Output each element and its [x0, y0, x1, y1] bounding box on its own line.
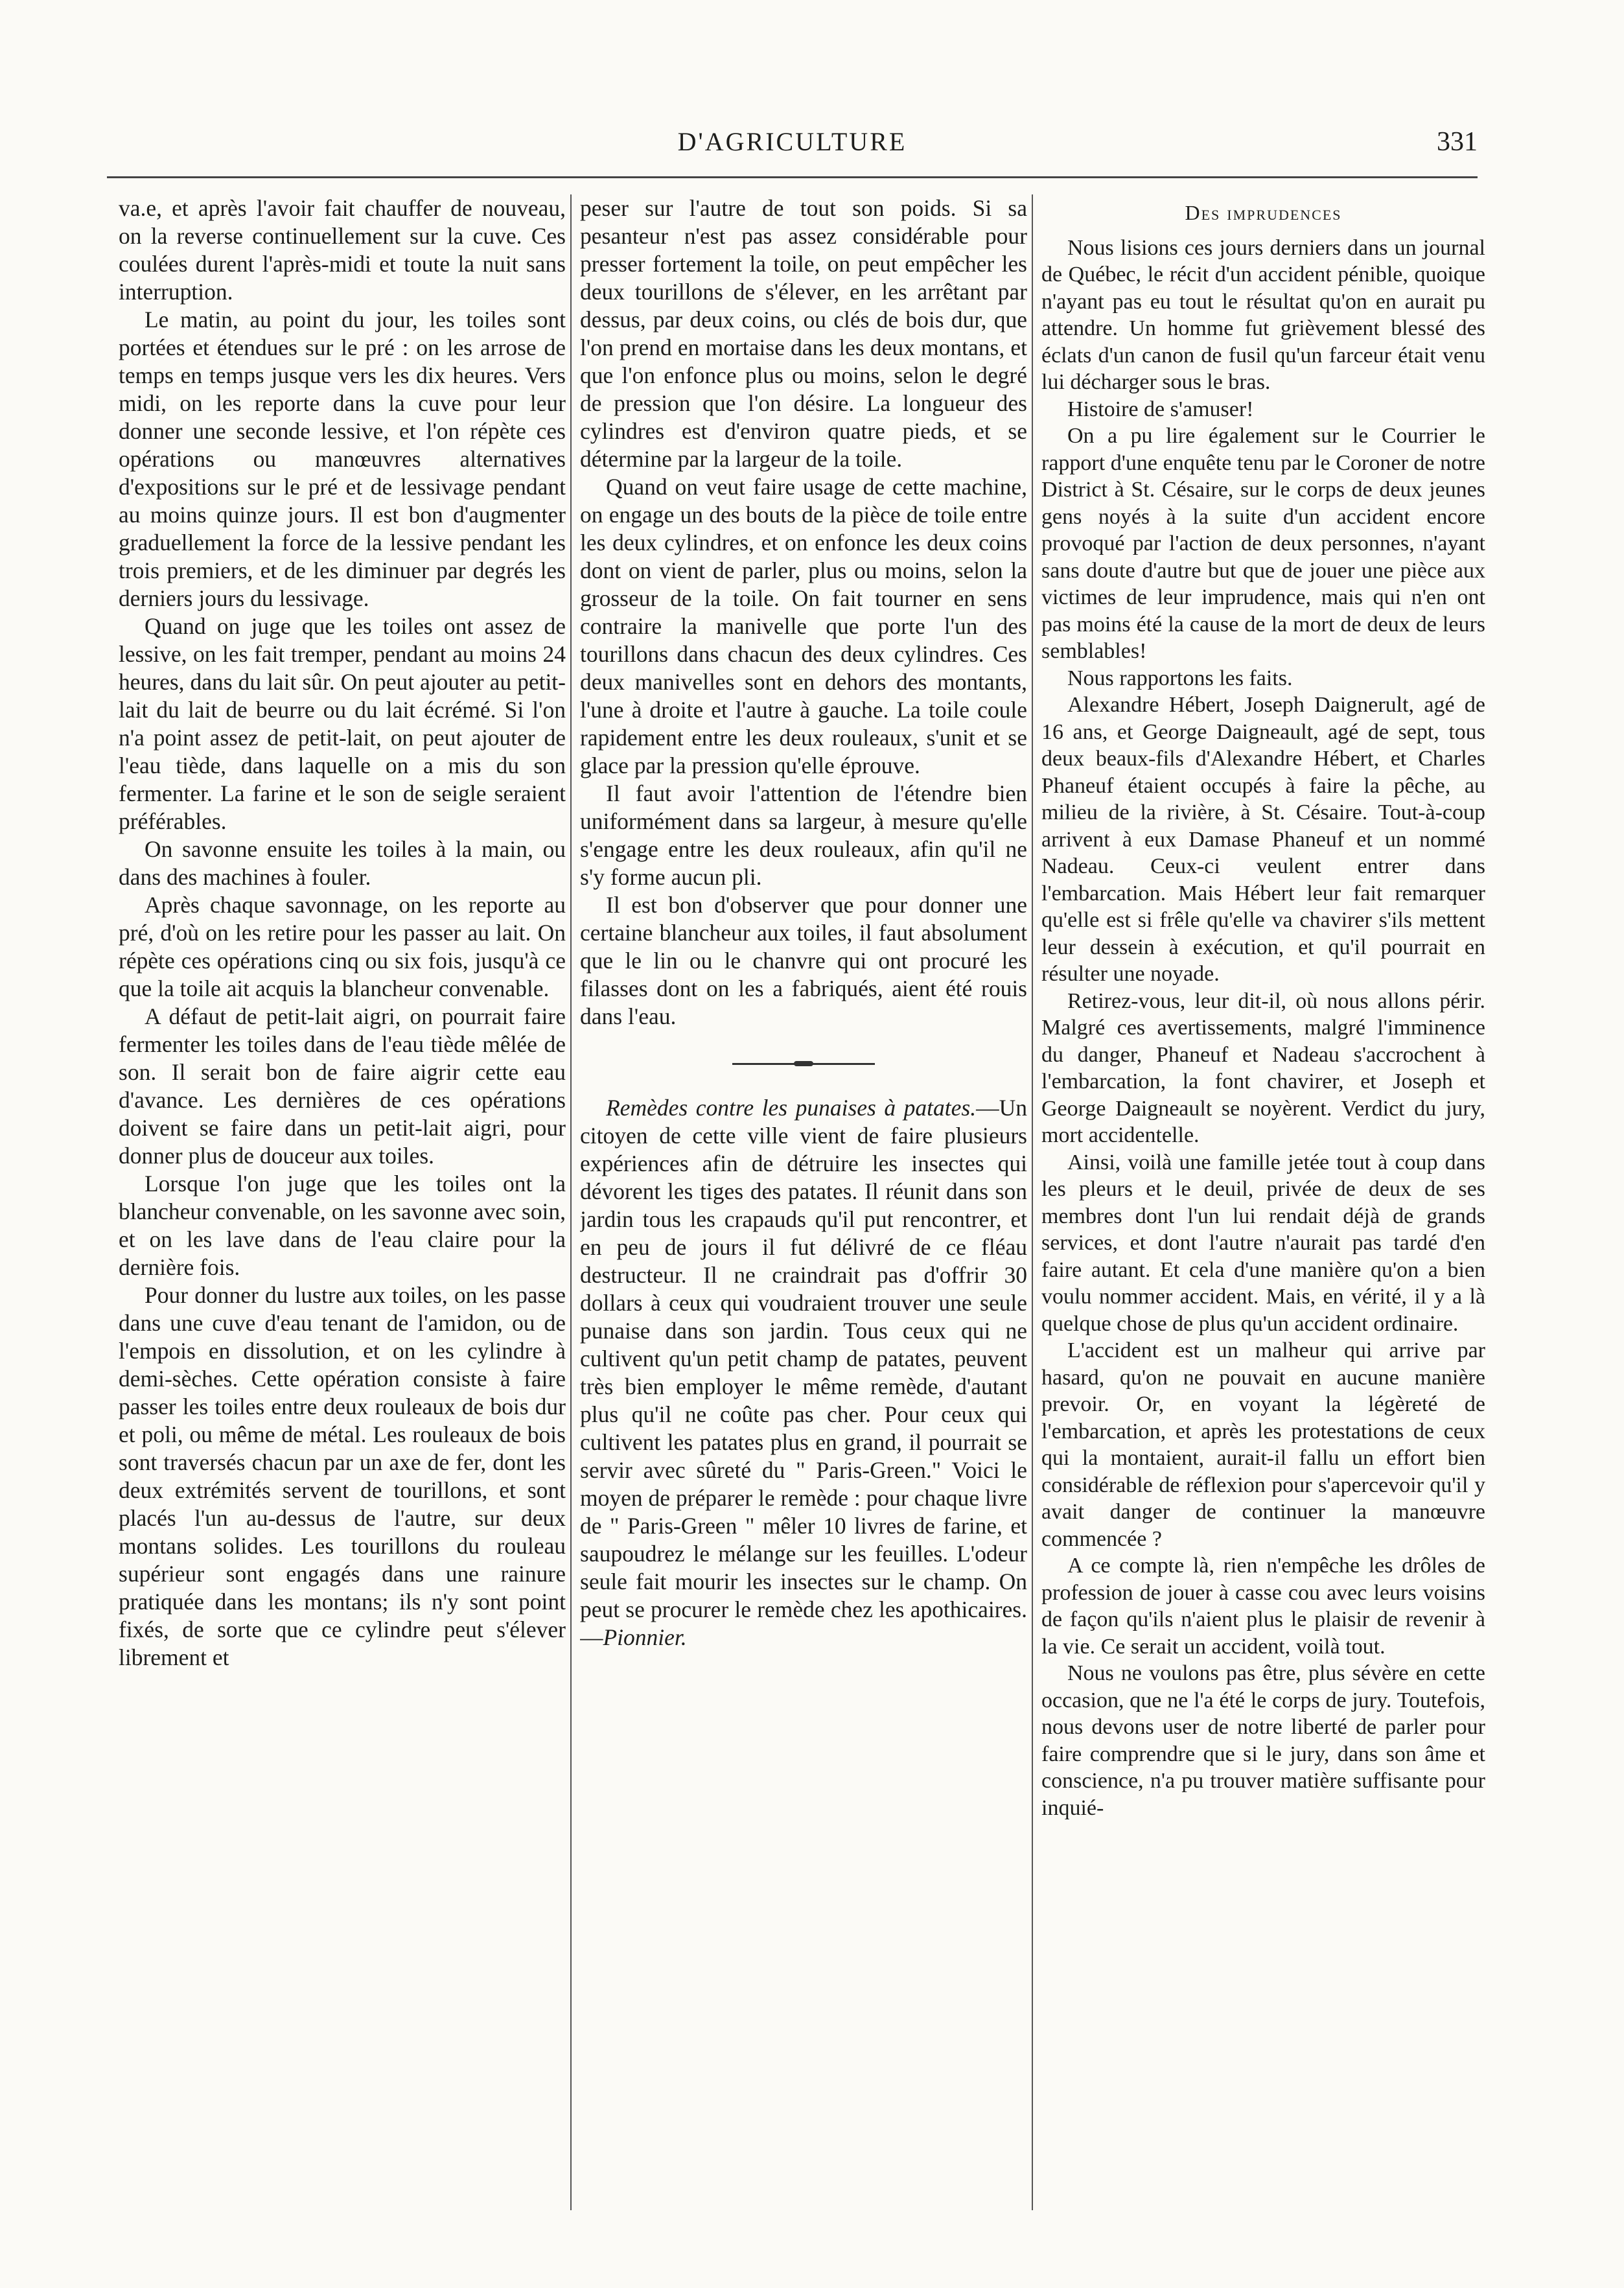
paragraph: On a pu lire également sur le Courrier le rapport d'une enquête tenu par le Coroner de notre District à St. Césaire, sur le corps de deux jeunes gens noyés à la suite d'un accident encore provoqué par l'action de deux personnes, n'ayant sans doute d'autre but que de jouer une pièce aux victimes de leur imprudence, mais qui n'en ont pas moins été la cause de la mort de deux de leurs semblables!: [1041, 424, 1485, 663]
paragraph: peser sur l'autre de tout son poids. Si sa pesanteur n'est pas assez considérable pour presser fortement la toile, on peut empêcher les deux tourillons de s'élever, en les arrêtant par dessus, par deux coins, ou clés de bois dur, que l'on prend en mortaise dans les deux montans, et que l'on enfonce plus ou moins, selon le degré de pression que l'on désire. La longueur des cylindres est d'environ quatre pieds, et se détermine par la largeur de la toile.: [580, 195, 1027, 472]
article-signature: Pionnier.: [603, 1624, 687, 1650]
paragraph: A ce compte là, rien n'empêche les drôles de profession de jouer à casse cou avec leurs voisins de façon qu'ils n'aient plus le plaisir de revenir à la vie. Ce serait un accident, voilà tout.: [1041, 1554, 1485, 1659]
paragraph: Retirez-vous, leur dit-il, où nous allons périr. Malgré ces avertissements, malgré l'imminence du danger, Phaneuf et Nadeau s'accrochent à l'embarcation, la font chavirer, et Joseph et George Daigneault se noyèrent. Verdict du jury, mort accidentelle.: [1041, 988, 1485, 1147]
column-divider: [570, 194, 572, 2210]
paragraph: Nous lisions ces jours derniers dans un journal de Québec, le récit d'un accident pénible, quoique n'ayant pas eu tout le résultat qu'on en aurait pu attendre. Un homme fut grièvement blessé des éclats d'un canon de fusil qu'un farceur était venu lui décharger sous le bras.: [1041, 235, 1485, 394]
header-rule: [107, 176, 1478, 178]
paragraph: Quand on juge que les toiles ont assez de lessive, on les fait tremper, pendant au moins 24 heures, dans du lait sûr. On peut ajouter au petit-lait du lait de beurre ou du lait écrémé. Si l'on n'a point assez de petit-lait, on peut ajouter de l'eau tiède, dans laquelle on a mis du son fermenter. La farine et le son de seigle seraient préférables.: [119, 613, 566, 834]
paragraph: On savonne ensuite les toiles à la main, ou dans des machines à fouler.: [119, 836, 566, 890]
paragraph: Histoire de s'amuser!: [1067, 397, 1254, 421]
running-title: D'AGRICULTURE: [677, 127, 907, 156]
paragraph: Quand on veut faire usage de cette machine, on engage un des bouts de la pièce de toile entre les deux cylindres, et on enfonce les deux coins dont on vient de parler, plus ou moins, selon la grosseur de la toile. On fait tourner en sens contraire la manivelle que porte l'un des tourillons dans chacun des deux cylindres. Ces deux manivelles sont en dehors des montants, l'une à droite et l'autre à gauche. La toile coule rapidement entre les deux rouleaux, s'unit et se glace par la pression qu'elle éprouve.: [580, 474, 1027, 778]
column-middle: [580, 194, 1027, 2217]
paragraph: Le matin, au point du jour, les toiles sont portées et étendues sur le pré : on les arrose de temps en temps jusque vers les dix heures. Vers midi, on les reporte dans la cuve pour leur donner une seconde lessive, et l'on répète ces opérations ou manœuvres alternatives d'expositions sur le pré et de lessivage pendant au moins quinze jours. Il est bon d'augmenter graduellement la force de la lessive pendant les trois premiers, et de les diminuer par degrés les derniers jours du lessivage.: [119, 307, 566, 611]
paragraph: Il faut avoir l'attention de l'étendre bien uniformément dans sa largeur, à mesure qu'elle s'engage entre les deux rouleaux, afin qu'il ne s'y forme aucun pli.: [580, 780, 1027, 890]
paragraph: Ainsi, voilà une famille jetée tout à coup dans les pleurs et le deuil, privée de deux de ses membres dont l'un lui rendait déjà de grands services, et dont l'autre n'aurait pas tardé d'en faire autant. Et cela d'une manière qu'on a bien voulu nommer accident. Mais, en vérité, il y a là quelque chose de plus qu'un accident ordinaire.: [1041, 1150, 1485, 1336]
article-remedes: [580, 1094, 1027, 1652]
section-title: Des imprudences: [1185, 201, 1342, 224]
article-body: —Un citoyen de cette ville vient de faire plusieurs expériences afin de détruire les insectes qui dévorent les tiges des patates. Il réunit dans son jardin tous les crapauds qu'il put rencontrer, et en peu de jours il fut délivré de ce fléau destructeur. Il ne craindrait pas d'offrir 30 dollars à ceux qui voudraient trouver une seule punaise dans son jardin. Tous ceux qui ne cultivent qu'un petit champ de patates, peuvent très bien employer le même remède, d'autant plus qu'il ne coûte pas cher. Pour ceux qui cultivent les patates plus en grand, il pourrait se servir avec sûreté du " Paris-Green." Voici le moyen de préparer le remède : pour chaque livre de " Paris-Green " mêler 10 livres de farine, et saupoudrez le mélange sur les feuilles. L'odeur seule fait mourir les insectes sur le champ. On peut se procurer le remède chez les apothicaires.—: [580, 1095, 1027, 1650]
column-divider: [1032, 194, 1033, 2210]
paragraph: A défaut de petit-lait aigri, on pourrait faire fermenter les toiles dans de l'eau tiède mêlée de son. Il serait bon de faire aigrir cette eau d'avance. Les dernières de ces opérations doivent se faire dans un petit-lait aigri, pour donner plus de douceur aux toiles.: [119, 1003, 566, 1169]
paragraph: Il est bon d'observer que pour donner une certaine blancheur aux toiles, il faut absolument que le lin ou le chanvre qui ont procuré les filasses dont on les a fabriqués, aient été rouis dans l'eau.: [580, 892, 1027, 1029]
paragraph: Nous ne voulons pas être, plus sévère en cette occasion, que ne l'a été le corps de jury. Toutefois, nous devons user de notre liberté de parler pour faire comprendre que si le jury, dans son âme et conscience, n'a pu trouver matière suffisante pour inquié-: [1041, 1661, 1485, 1820]
paragraph: va.e, et après l'avoir fait chauffer de nouveau, on la reverse continuellement sur la cuve. Ces coulées durent l'après-midi et toute la nuit sans interruption.: [119, 195, 566, 305]
paragraph: Lorsque l'on juge que les toiles ont la blancheur convenable, on les savonne avec soin, et on les lave dans de l'eau claire pour la dernière fois.: [119, 1171, 566, 1280]
paragraph: Après chaque savonnage, on les reporte au pré, d'où on les retire pour les passer au lait. On répète ces opérations cinq ou six fois, jusqu'à ce que la toile ait acquis la blancheur convenable.: [119, 892, 566, 1001]
paragraph: Nous rapportons les faits.: [1067, 666, 1293, 690]
paragraph: Alexandre Hébert, Joseph Daignerult, agé de 16 ans, et George Daigneault, agé de sept, tous deux beaux-fils d'Alexandre Hébert, et Charles Phaneuf étaient occupés à faire la pêche, au milieu de la rivière, à St. Césaire. Tout-à-coup arrivent à eux Damase Phaneuf et un nommé Nadeau. Ceux-ci veulent entrer dans l'embarcation. Mais Hébert leur fait remarquer qu'elle est si frêle qu'elle va chavirer s'ils mettent leur dessein à exécution, et qu'il pourrait en résulter une noyade.: [1041, 693, 1485, 986]
page-header: [107, 126, 1478, 165]
paragraph: L'accident est un malheur qui arrive par hasard, qu'on ne pouvait en aucune manière prevoir. Or, en voyant la légèreté de l'embarcation, et après les protestations de ceux qui la montaient, aurait-il fallu un effort bien considérable de réflexion pour s'apercevoir qu'il y avait danger de continuer la manœuvre commencée ?: [1041, 1338, 1485, 1551]
article-title: Remèdes contre les punaises à patates.: [606, 1095, 977, 1121]
page-number: 331: [1437, 127, 1478, 157]
column-left: [119, 194, 566, 2217]
article-separator: [732, 1063, 875, 1065]
column-right: [1041, 194, 1485, 2217]
paragraph: Pour donner du lustre aux toiles, on les passe dans une cuve d'eau tenant de l'amidon, ou de l'empois en dissolution, et on les cylindre à demi-sèches. Cette opération consiste à faire passer les toiles entre deux rouleaux de bois dur et poli, ou même de métal. Les rouleaux de bois sont traversés chacun par un axe de fer, dont les deux extrémités servent de tourillons, et sont placés l'un au-dessus de l'autre, sur deux montans solides. Les tourillons du rouleau supérieur sont engagés dans une rainure pratiquée dans les montans; ils n'y sont point fixés, de sorte que ce cylindre peut s'élever librement et: [119, 1282, 566, 1670]
